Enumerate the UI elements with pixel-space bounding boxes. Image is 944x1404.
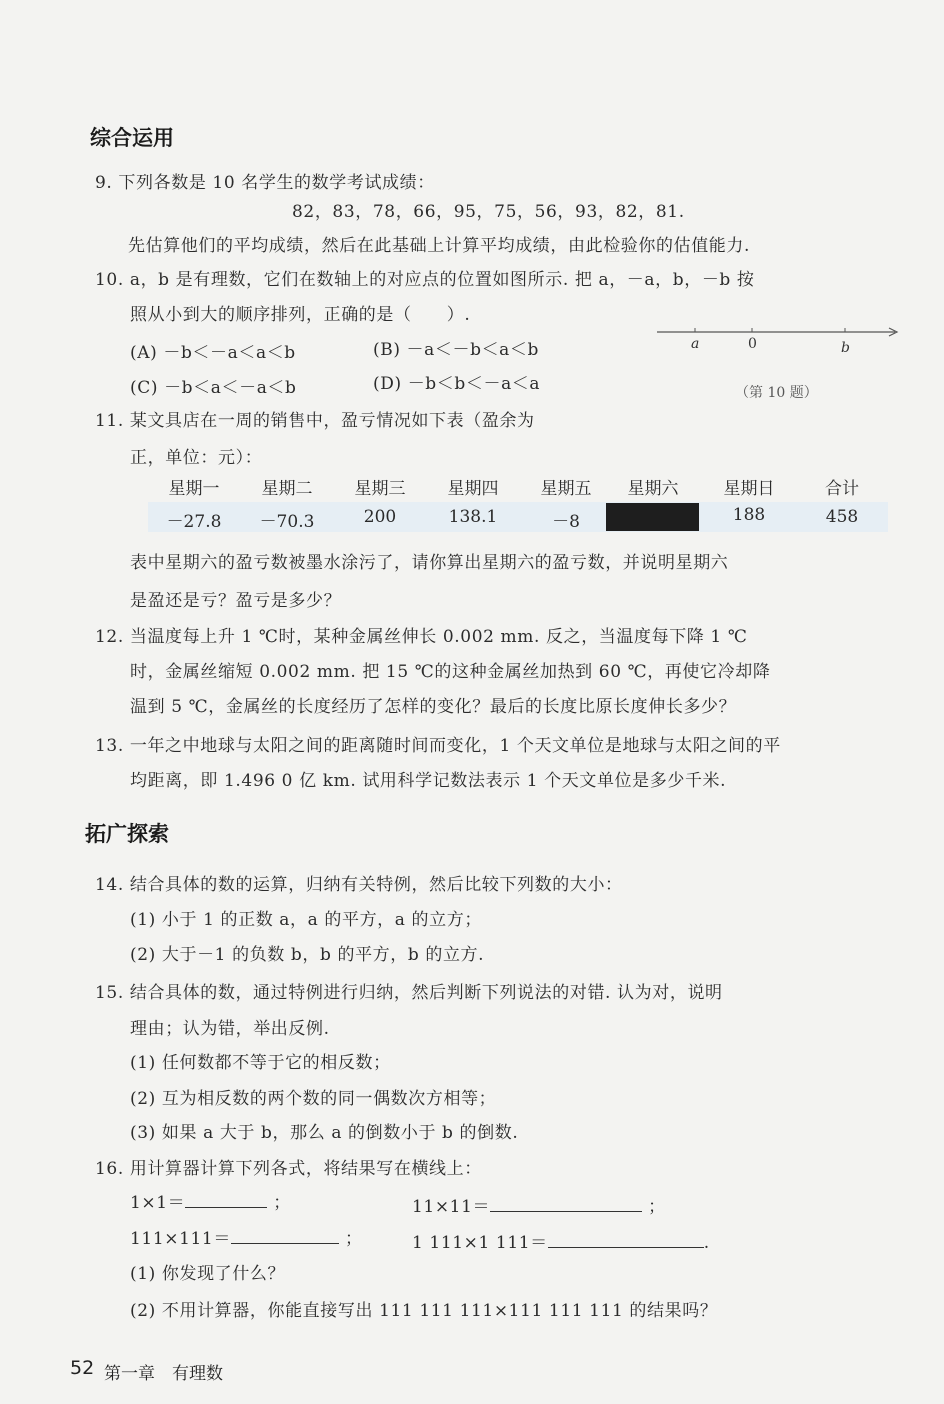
table-header: 星期四 xyxy=(447,479,499,499)
q10-option-b: (B) －a＜－b＜a＜b xyxy=(373,340,539,360)
q15-line1: 15. 结合具体的数，通过特例进行归纳，然后判断下列说法的对错. 认为对，说明 xyxy=(95,983,723,1003)
axis-label-a: a xyxy=(691,336,700,352)
answer-blank[interactable] xyxy=(490,1211,642,1212)
q14-line2: (1) 小于 1 的正数 a，a 的平方，a 的立方； xyxy=(130,910,482,930)
table-header: 星期五 xyxy=(540,479,592,499)
chapter-title: 第一章 有理数 xyxy=(104,1364,223,1384)
expr-text: 111×111＝ xyxy=(130,1229,231,1249)
q15-line2: 理由；认为错，举出反例. xyxy=(130,1019,330,1039)
table-header: 星期六 xyxy=(627,479,679,499)
q14-line3: (2) 大于－1 的负数 b，b 的平方，b 的立方. xyxy=(130,945,485,965)
q11-line1: 11. 某文具店在一周的销售中，盈亏情况如下表（盈余为 xyxy=(95,411,535,431)
table-cell: 188 xyxy=(732,505,766,525)
q13-line1: 13. 一年之中地球与太阳之间的距离随时间而变化，1 个天文单位是地球与太阳之间的平 xyxy=(95,736,781,756)
q16-expr-1 xyxy=(130,1188,291,1213)
answer-blank[interactable] xyxy=(548,1247,704,1248)
q9-line1: 9. 下列各数是 10 名学生的数学考试成绩： xyxy=(95,173,435,193)
q16-expr-2 xyxy=(412,1192,666,1217)
ink-smudge xyxy=(606,503,699,531)
figure-caption: （第 10 题） xyxy=(735,385,818,401)
table-cell: 458 xyxy=(825,507,859,527)
q16-expr-3 xyxy=(130,1224,363,1249)
table-header: 星期一 xyxy=(168,479,220,499)
q11-line2: 正，单位：元）： xyxy=(130,448,263,468)
q10-option-d: (D) －b＜b＜－a＜a xyxy=(373,374,541,394)
section-heading-comprehensive: 综合运用 xyxy=(90,126,174,150)
table-cell: －70.3 xyxy=(259,512,315,532)
q9-line3: 先估算他们的平均成绩，然后在此基础上计算平均成绩，由此检验你的估值能力. xyxy=(128,236,751,256)
expr-text: 11×11＝ xyxy=(412,1197,491,1217)
q10-option-c: (C) －b＜a＜－a＜b xyxy=(130,378,297,398)
table-cell: 200 xyxy=(363,507,397,527)
table-header: 合计 xyxy=(825,479,859,499)
q16-expr-4 xyxy=(412,1228,710,1253)
expr-text: 1×1＝ xyxy=(130,1193,186,1213)
expr-punct: ； xyxy=(344,1229,363,1249)
q12-line3: 温到 5 ℃，金属丝的长度经历了怎样的变化？最后的长度比原长度伸长多少？ xyxy=(130,697,737,717)
q10-option-a: (A) －b＜－a＜a＜b xyxy=(130,343,296,363)
expr-punct: . xyxy=(703,1233,710,1253)
table-cell: －8 xyxy=(552,512,580,532)
page-number: 52 xyxy=(70,1357,95,1379)
q15-line3: (1) 任何数都不等于它的相反数； xyxy=(130,1053,391,1073)
section-heading-extension: 拓广探索 xyxy=(85,822,169,846)
table-cell: －27.8 xyxy=(166,512,222,532)
profit-loss-table xyxy=(148,470,888,532)
q12-line1: 12. 当温度每上升 1 ℃时，某种金属丝伸长 0.002 mm. 反之，当温度每下降 1 ℃ xyxy=(95,627,748,647)
q13-line2: 均距离，即 1.496 0 亿 km. 试用科学记数法表示 1 个天文单位是多少千米. xyxy=(130,771,727,791)
q10-line1: 10. a，b 是有理数，它们在数轴上的对应点的位置如图所示. 把 a，－a，b，－b 按 xyxy=(95,270,755,290)
number-line-figure xyxy=(655,318,900,358)
table-header: 星期二 xyxy=(261,479,313,499)
q11-line4: 是盈还是亏？盈亏是多少？ xyxy=(130,591,342,611)
q15-line4: (2) 互为相反数的两个数的同一偶数次方相等； xyxy=(130,1089,497,1109)
expr-punct: ； xyxy=(648,1197,666,1217)
expr-punct: ； xyxy=(273,1193,291,1213)
q16-line2: (1) 你发现了什么？ xyxy=(130,1264,286,1284)
table-header: 星期日 xyxy=(723,479,775,499)
axis-label-0: 0 xyxy=(748,336,757,352)
q11-line3: 表中星期六的盈亏数被墨水涂污了，请你算出星期六的盈亏数，并说明星期六 xyxy=(130,553,729,573)
q9-scores: 82，83，78，66，95，75，56，93，82，81. xyxy=(292,202,685,222)
answer-blank[interactable] xyxy=(185,1207,267,1208)
axis-label-b: b xyxy=(841,340,850,356)
expr-text: 1 111×1 111＝ xyxy=(412,1233,548,1253)
q16-line3: (2) 不用计算器，你能直接写出 111 111 111×111 111 111 的结果吗？ xyxy=(130,1301,718,1321)
q10-line2: 照从小到大的顺序排列，正确的是（ ）. xyxy=(130,305,471,325)
q12-line2: 时，金属丝缩短 0.002 mm. 把 15 ℃的这种金属丝加热到 60 ℃，再使它冷却降 xyxy=(130,662,771,682)
q15-line5: (3) 如果 a 大于 b，那么 a 的倒数小于 b 的倒数. xyxy=(130,1123,519,1143)
answer-blank[interactable] xyxy=(231,1243,339,1244)
table-cell: 138.1 xyxy=(448,507,498,527)
q14-line1: 14. 结合具体的数的运算，归纳有关特例，然后比较下列数的大小： xyxy=(95,875,623,895)
q16-line1: 16. 用计算器计算下列各式，将结果写在横线上： xyxy=(95,1159,482,1179)
table-header: 星期三 xyxy=(354,479,406,499)
